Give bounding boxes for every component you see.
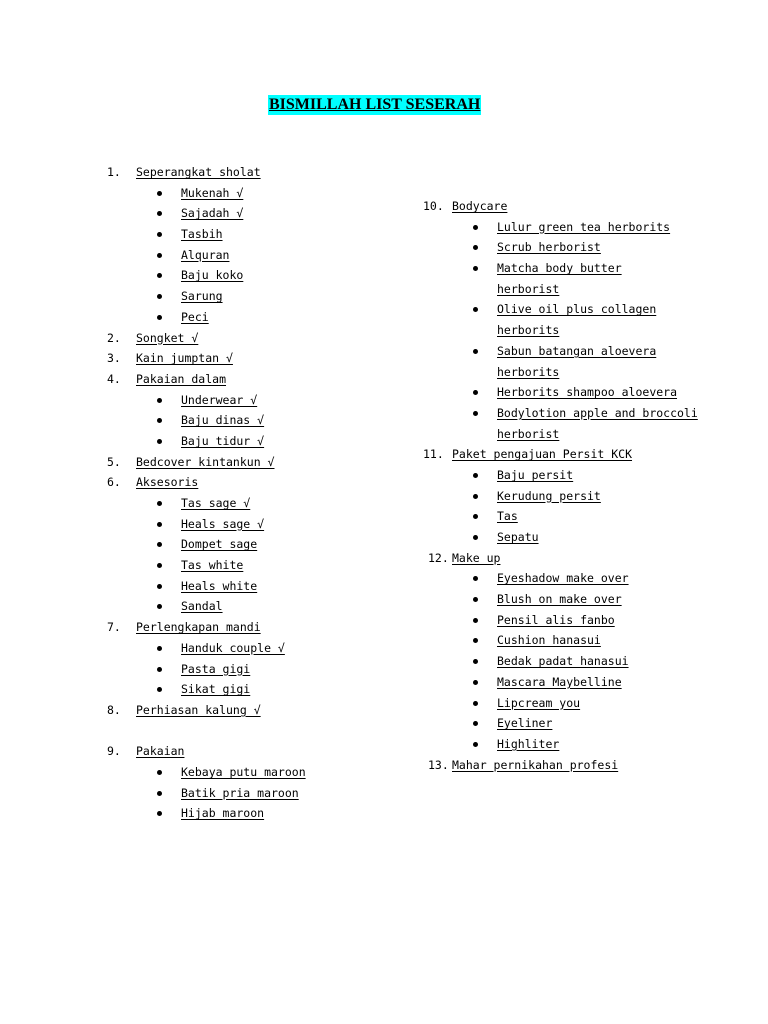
bullet-item-label: Bodylotion apple and broccoli (497, 405, 698, 420)
bullet-icon (473, 721, 478, 726)
bullet-item (0, 734, 768, 755)
bullet-item-label: Alquran (181, 247, 230, 262)
bullet-item-label: Mascara Maybelline (497, 674, 622, 689)
bullet-item (0, 403, 768, 424)
list-number: 11. (423, 447, 444, 462)
bullet-item-label: Hijab maroon (181, 806, 265, 821)
bullet-item-label: Cushion hanasui (497, 633, 601, 648)
bullet-item-label: Eyeliner (497, 716, 553, 731)
bullet-item (0, 341, 768, 362)
list-item-label: Bodycare (452, 199, 508, 213)
bullet-item-label: herborist (497, 426, 560, 441)
list-item-label: Kain jumptan √ (136, 351, 233, 366)
bullet-item-label: Dompet sage (181, 537, 258, 552)
bullet-item-continuation (0, 320, 768, 341)
list-item (0, 162, 400, 183)
bullet-icon (473, 742, 478, 747)
bullet-item-label: Matcha body butter (497, 261, 622, 276)
list-item-label: Songket √ (136, 330, 199, 345)
bullet-item-label: herborits (497, 364, 560, 379)
list-number: 2. (107, 330, 121, 345)
list-item-label: Pakaian dalam (136, 371, 227, 386)
document-title (268, 95, 481, 115)
bullet-item-label: Eyeshadow make over (497, 571, 629, 586)
bullet-item-label: Tasbih (181, 227, 223, 242)
bullet-item-label: Sajadah √ (181, 206, 244, 221)
bullet-item-label: Batik pria maroon (181, 785, 299, 800)
list-item (0, 548, 768, 569)
bullet-item (0, 506, 768, 527)
bullet-icon (157, 191, 162, 196)
bullet-item-label: Lipcream you (497, 695, 581, 710)
bullet-item (0, 527, 768, 548)
bullet-item-label: Handuk couple √ (181, 640, 285, 655)
bullet-item-label: Sarung (181, 289, 223, 304)
list-number: 5. (107, 454, 121, 469)
bullet-icon (473, 390, 478, 395)
bullet-item-label: Baju persit (497, 467, 574, 482)
bullet-icon (473, 514, 478, 519)
bullet-icon (473, 266, 478, 271)
bullet-icon (473, 638, 478, 643)
bullet-icon (473, 245, 478, 250)
bullet-item-label: Mukenah √ (181, 185, 244, 200)
bullet-icon (157, 791, 162, 796)
bullet-item-label: Heals sage √ (181, 516, 265, 531)
bullet-icon (473, 473, 478, 478)
bullet-item-label: Sikat gigi (181, 682, 251, 697)
list-number: 4. (107, 371, 121, 386)
bullet-item-continuation (0, 362, 768, 383)
list-number: 9. (107, 744, 121, 759)
bullet-icon (473, 535, 478, 540)
list-item (0, 196, 768, 217)
bullet-item-label: Heals white (181, 578, 258, 593)
bullet-icon (473, 618, 478, 623)
bullet-item (0, 299, 768, 320)
bullet-item (0, 568, 768, 589)
list-item-label: Mahar pernikahan profesi (452, 757, 619, 772)
bullet-item (0, 217, 768, 238)
list-item-label: Perhiasan kalung √ (136, 702, 261, 717)
bullet-item-label: Olive oil plus collagen (497, 302, 657, 317)
bullet-item-label: Peci (181, 309, 209, 324)
bullet-item (0, 382, 768, 403)
bullet-item (0, 486, 768, 507)
list-item-label: Bedcover kintankun √ (136, 454, 275, 469)
bullet-item-label: herborist (497, 281, 560, 296)
bullet-item (0, 713, 768, 734)
bullet-item-label: Baju koko (181, 268, 244, 283)
list-number: 7. (107, 620, 121, 635)
right-column-list (0, 196, 768, 775)
title-text: BISMILLAH LIST SESERAH (269, 96, 481, 113)
list-number: 1. (107, 165, 121, 179)
bullet-item-label: Kebaya putu maroon (181, 764, 306, 779)
bullet-item (0, 803, 400, 824)
bullet-item (0, 651, 768, 672)
list-item-label: Make up (452, 550, 501, 565)
list-number: 12. (428, 550, 449, 565)
list-item-label: Paket pengajuan Persit KCK (452, 447, 633, 462)
bullet-icon (473, 576, 478, 581)
bullet-item-label: Pensil alis fanbo (497, 612, 615, 627)
list-item-label: Aksesoris (136, 475, 199, 490)
bullet-item (0, 672, 768, 693)
bullet-icon (473, 680, 478, 685)
list-number: 3. (107, 351, 121, 366)
list-item-label: Perlengkapan mandi (136, 620, 261, 635)
bullet-icon (473, 307, 478, 312)
bullet-item (0, 237, 768, 258)
bullet-icon (473, 411, 478, 416)
bullet-item (0, 465, 768, 486)
list-item (0, 444, 768, 465)
bullet-item-label: Tas (497, 509, 518, 524)
bullet-icon (473, 225, 478, 230)
bullet-icon (473, 597, 478, 602)
list-item-label: Pakaian (136, 744, 185, 759)
bullet-item-label: Bedak padat hanasui (497, 654, 629, 669)
bullet-item (0, 693, 768, 714)
bullet-item-label: Sabun batangan aloevera (497, 343, 657, 358)
bullet-item-label: Highliter (497, 736, 560, 751)
bullet-item-label: Tas white (181, 558, 244, 573)
bullet-item (0, 630, 768, 651)
bullet-item-label: Baju dinas √ (181, 413, 265, 428)
bullet-item-label: Herborits shampoo aloevera (497, 385, 678, 400)
bullet-item-label: Scrub herborist (497, 240, 601, 255)
list-number: 6. (107, 475, 121, 490)
list-number: 13. (428, 757, 449, 772)
bullet-icon (473, 349, 478, 354)
bullet-item-label: Blush on make over (497, 592, 622, 607)
bullet-item (0, 610, 768, 631)
bullet-item-label: Tas sage √ (181, 496, 251, 510)
bullet-item-continuation (0, 279, 768, 300)
list-number: 10. (423, 199, 444, 213)
bullet-item-label: herborits (497, 323, 560, 338)
bullet-item (0, 783, 400, 804)
bullet-item (0, 589, 768, 610)
bullet-icon (473, 659, 478, 664)
bullet-item-label: Lulur green tea herborits (497, 219, 671, 234)
bullet-item-continuation (0, 424, 768, 445)
list-item (0, 755, 768, 776)
list-item-label: Seperangkat sholat (136, 165, 261, 179)
bullet-item-label: Pasta gigi (181, 661, 251, 676)
bullet-icon (473, 701, 478, 706)
bullet-icon (157, 811, 162, 816)
bullet-item (0, 258, 768, 279)
list-number: 8. (107, 702, 121, 717)
bullet-item-label: Baju tidur √ (181, 433, 265, 448)
bullet-item-label: Underwear √ (181, 392, 258, 407)
bullet-item-label: Sandal (181, 599, 223, 614)
bullet-icon (473, 494, 478, 499)
bullet-item-label: Kerudung persit (497, 488, 601, 503)
bullet-item-label: Sepatu (497, 530, 539, 544)
